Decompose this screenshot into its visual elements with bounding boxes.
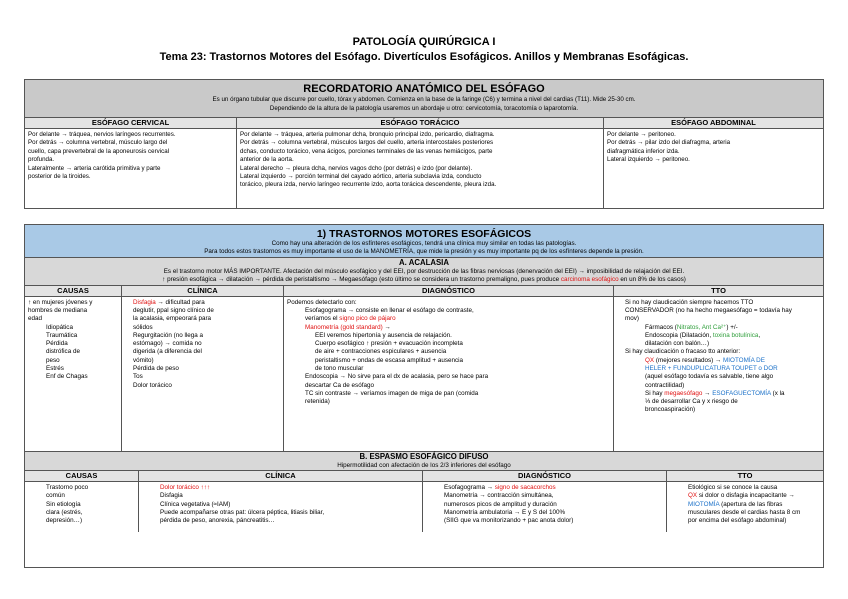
text-run: en un 8% de los casos) — [618, 276, 686, 284]
page-title: PATOLOGÍA QUIRÚRGICA I — [352, 36, 496, 48]
list-item — [125, 299, 280, 307]
list-item: Sin etiología — [46, 500, 81, 508]
miotomia-highlight: MIOTOMÍA — [688, 500, 720, 508]
text-line: ↑ en mujeres jóvenes y — [28, 298, 93, 306]
text-line: retenida) — [305, 398, 330, 406]
list-item: Regurgitación (no llega a — [133, 331, 204, 339]
text-run: (apertura de las fibras — [719, 500, 783, 508]
text-run: → dificultad para — [155, 298, 205, 306]
list-item: Traumática — [46, 331, 78, 339]
text-line: dchas, conducto torácico, vena ácigos, porciones terminales de las venas hemiácigos, parte — [240, 147, 493, 155]
espasmo-causas — [25, 482, 139, 532]
sacacorchos-highlight: signo de sacacorchos — [494, 484, 556, 492]
text-line: edad — [28, 315, 43, 323]
text-line: depresión…) — [46, 517, 83, 525]
text-line: musculares desde el cardias hasta 8 cm — [688, 508, 801, 516]
text-line: vómito) — [133, 356, 154, 364]
anatomy-header — [25, 80, 823, 118]
text-line: CONSERVADOR (no ha hecho megaesófago = todavía hay — [625, 306, 792, 314]
acalasia-header — [25, 258, 823, 286]
list-item — [426, 484, 663, 492]
motor-intro-2: Para todos estos trastornos es muy importante el uso de la MANOMETRÍA, que mide la presión y es muy importante pq de los esfínteres depende la presión. — [204, 248, 644, 256]
acalasia-desc-1: Es el trastorno motor MÁS IMPORTANTE. Afectación del músculo esofágico y del EEI, por destrucción de las fibras nerviosas (denervación del EEI) → imposibilidad de relajación del EEI. — [163, 267, 685, 275]
list-item: Etiológico si se conoce la causa — [688, 484, 778, 492]
acalasia-desc-2 — [25, 276, 823, 284]
col-diagnostico: DIAGNÓSTICO — [423, 471, 667, 481]
col-diagnostico: DIAGNÓSTICO — [284, 286, 614, 296]
text-line: por encima del esófago abdominal) — [688, 517, 787, 525]
motor-intro-1: Como hay una alteración de los esfínteres esofágicos, tendrá una clínica muy similar en todas las patologías. — [271, 240, 577, 247]
text-line: Por delante → peritoneo. — [607, 131, 676, 138]
col-clinica: CLÍNICA — [122, 286, 284, 296]
cervical-content — [25, 129, 237, 209]
dolor-toracico-highlight: Dolor torácico ↑↑↑ — [160, 484, 211, 492]
list-item: Pérdida de peso — [133, 365, 179, 372]
list-item: Disfagia — [160, 492, 183, 500]
list-item: Tos — [133, 373, 143, 381]
list-item — [617, 357, 820, 365]
anatomy-title: RECORDATORIO ANATÓMICO DEL ESÓFAGO — [303, 83, 545, 95]
text-line: torácico, pleura izda, nervio laríngeo recurrente izdo, aorta torácica descendente, pleura izda. — [240, 181, 497, 189]
text-line: dilatación con balón…) — [645, 340, 710, 348]
list-item — [617, 390, 820, 398]
text-run: si dolor o disfagia incapacitante → — [697, 492, 795, 500]
megaesofago-highlight: megaesófago — [664, 389, 703, 397]
text-run: veríamos el — [305, 315, 340, 323]
text-line: Por detrás → columna vertebral, músculos largos del cuello, arteria intercostales posteriores — [240, 139, 494, 147]
acalasia-causas — [25, 297, 122, 451]
list-item: Trastorno poco — [46, 484, 89, 492]
col-causas: CAUSAS — [25, 471, 139, 481]
anatomy-box — [24, 79, 824, 209]
text-line: ⅓ de desarrollar Ca y x riesgo de — [645, 398, 738, 406]
text-line: Por delante → tráquea, arteria pulmonar dcha, bronquio principal izdo, pericardio, diafragma. — [240, 131, 495, 138]
manometria-highlight: Manometría (gold standard) — [305, 323, 383, 331]
list-item: distrófica de — [46, 348, 80, 356]
text-line: digerida (a diferencia del — [133, 348, 202, 356]
anatomy-approach: Dependiendo de la altura de la patología usaremos un abordaje u otro: cervicotomía, toracotomía o laparotomía. — [269, 105, 579, 112]
abdominal-content — [604, 129, 823, 209]
list-item: Manometría ambulatoria → E y S del 100% — [444, 508, 566, 516]
list-item: peso — [46, 356, 60, 364]
esofaguectomia-highlight: ESOFAGUECTOMÍA — [712, 389, 771, 397]
list-item: TC sin contraste → veríamos imagen de miga de pan (comida — [305, 389, 479, 397]
cervical-heading: ESÓFAGO CERVICAL — [25, 118, 237, 128]
text-line: hombres de mediana — [28, 306, 88, 314]
text-line: de tono muscular — [315, 365, 364, 372]
text-line: Por delante → tráquea, nervios laríngeos recurrentes. — [28, 131, 176, 138]
text-line: deglutir, ppal signo clínico de — [133, 306, 214, 314]
acalasia-tto — [614, 297, 823, 451]
espasmo-tto — [667, 482, 823, 532]
list-item — [670, 492, 820, 500]
text-line: numerosos picos de amplitud y duración — [444, 500, 557, 508]
acalasia-column-headers — [25, 286, 823, 297]
list-item: Esofagograma → consiste en llenar el esófago de contraste, — [305, 306, 474, 314]
list-item: Idiopática — [46, 323, 73, 331]
motor-title: 1) TRASTORNOS MOTORES ESOFÁGICOS — [316, 228, 532, 240]
espasmo-header — [25, 452, 823, 471]
text-line: diafragmática inferior izda. — [607, 147, 680, 155]
text-line: cuello, capa prevertebral de la aponeurosis cervical — [28, 147, 170, 155]
text-line: (aquel esófago todavía es salvable, tiene algo — [645, 373, 774, 381]
anatomy-intro: Es un órgano tubular que discurre por cuello, tórax y abdomen. Comienza en la base de la faringe (C6) y termina a nivel del cardias (T11). Mide 25-30 cm. — [212, 96, 636, 103]
text-line: pérdida de peso, anorexia, páncreatitis… — [160, 517, 275, 525]
text-run: → — [382, 323, 391, 331]
toracico-content — [237, 129, 604, 209]
col-tto: TTO — [737, 471, 753, 481]
acalasia-clinica — [122, 297, 284, 451]
text-line: profunda. — [28, 156, 55, 164]
abdominal-heading: ESÓFAGO ABDOMINAL — [671, 118, 756, 127]
text-run: (mejores resultados) → — [654, 356, 724, 364]
list-item: Puede acompañarse otras pat: úlcera péptica, litiasis biliar, — [160, 508, 325, 516]
espasmo-desc: Hipermotilidad con afectación de los 2/3 inferiores del esófago — [337, 461, 511, 469]
list-item: Pérdida — [46, 340, 68, 348]
list-item: Si hay claudicación o fracaso tto anterior: — [625, 348, 741, 356]
carcinoma-highlight: carcinoma esofágico — [560, 276, 619, 284]
text-line: Podemos detectarlo con: — [287, 298, 357, 306]
text-line — [670, 501, 820, 509]
list-item: Enf de Chagas — [46, 373, 88, 381]
disfagia-highlight: Disfagia — [133, 298, 156, 306]
text-line: Por detrás → pilar izdo del diafragma, arteria — [607, 139, 731, 147]
qx-highlight: QX — [645, 356, 655, 364]
col-clinica: CLÍNICA — [139, 471, 423, 481]
qx-highlight: QX — [688, 492, 698, 500]
text-line: Lateral izquierdo → peritoneo. — [607, 156, 690, 164]
text-run: Endoscopia (Dilatación, — [645, 331, 713, 339]
funduplicatura-highlight: HELER + FUNDUPLICATURA TOUPET o DOR — [645, 365, 778, 372]
text-run: ↑ presión esofágica → dilatación → pérdida de peristaltismo → Megaesófago (esto último se considera un trastorno premaligno, pues produce — [162, 276, 561, 284]
list-item: Clínica vegetativa (≈IAM) — [160, 500, 231, 508]
espasmo-heading: B. ESPASMO ESOFÁGICO DIFUSO — [359, 451, 489, 461]
text-run: Si hay — [645, 389, 665, 397]
page-subtitle: Tema 23: Trastornos Motores del Esófago. Divertículos Esofágicos. Anillos y Membranas Esofágicas. — [159, 51, 689, 63]
text-line: contractilidad) — [645, 381, 685, 389]
text-line: (SIIG que va monitorizando + pac anota dolor) — [444, 517, 574, 525]
nitratos-highlight: Nitratos, Ant Ca²⁺ — [676, 323, 727, 331]
col-tto: TTO — [711, 285, 726, 295]
list-item: Si no hay claudicación siempre hacemos TTO — [625, 298, 754, 306]
text-line: Por detrás → columna vertebral, músculo largo del — [28, 139, 168, 147]
text-line: Lateral derecho → pleura dcha, nervios vagos dcho (por detrás) e izdo (por delante). — [240, 164, 473, 172]
text-line: común — [46, 492, 65, 500]
text-run: , — [758, 331, 761, 339]
text-line: Lateral izquierdo → porción terminal del cayado aórtico, arteria subclavia izda, conducto — [240, 173, 482, 181]
list-item — [287, 324, 610, 332]
text-line: anterior de la aorta. — [240, 156, 294, 164]
text-line: estómago) → comida no — [133, 340, 202, 348]
list-item — [617, 324, 820, 332]
list-item — [617, 332, 820, 340]
text-line: clara (estrés, — [46, 508, 83, 516]
text-run: ) +/- — [726, 323, 738, 331]
espasmo-column-headers — [25, 471, 823, 482]
text-run: (x la — [770, 389, 785, 397]
acalasia-diagnostico — [284, 297, 614, 451]
text-run: → — [702, 389, 713, 397]
anatomy-column-headers — [25, 118, 823, 129]
text-line: mov) — [625, 315, 639, 323]
motor-header — [25, 225, 823, 258]
text-run: Esofagograma → — [444, 484, 495, 492]
miotomia-highlight: MIOTOMÍA DE — [723, 356, 765, 364]
text-line: peristaltismo + ondas de escasa amplitud + ausencia — [315, 356, 464, 364]
text-line: posterior de la tiroides. — [28, 173, 91, 181]
text-line: Lateralmente → arteria carótida primitiva y parte — [28, 164, 161, 172]
motor-disorders-box — [24, 224, 824, 568]
pico-pajaro-highlight: signo pico de pájaro — [339, 315, 396, 323]
text-line: sólidos — [133, 323, 153, 331]
list-item: Estrés — [46, 365, 64, 372]
text-line: descartar Ca de esófago — [305, 381, 374, 389]
text-line: de aire + contracciones espiculares + ausencia — [315, 348, 447, 356]
espasmo-clinica — [139, 482, 423, 532]
list-item: Dolor torácico — [133, 381, 172, 389]
col-causas: CAUSAS — [25, 286, 122, 296]
espasmo-row — [25, 482, 823, 532]
espasmo-diagnostico — [423, 482, 667, 532]
text-line: la acalasia, empeorará para — [133, 315, 212, 323]
acalasia-row — [25, 297, 823, 452]
list-item: EEI veremos hipertonía y ausencia de relajación. — [315, 331, 452, 339]
text-line: broncoaspiración) — [645, 406, 696, 414]
list-item: Cuerpo esofágico ↑ presión + evacuación incompleta — [315, 340, 463, 348]
list-item: Endoscopia → No sirve para el dx de acalasia, pero se hace para — [305, 373, 489, 381]
toracico-heading: ESÓFAGO TORÁCICO — [237, 118, 604, 128]
toxina-highlight: toxina botulínica — [712, 331, 759, 339]
text-line — [287, 315, 610, 323]
text-run: Fármacos ( — [645, 323, 677, 331]
acalasia-heading: A. ACALASIA — [399, 257, 449, 267]
list-item: Manometría → contracción simultánea, — [444, 492, 554, 500]
